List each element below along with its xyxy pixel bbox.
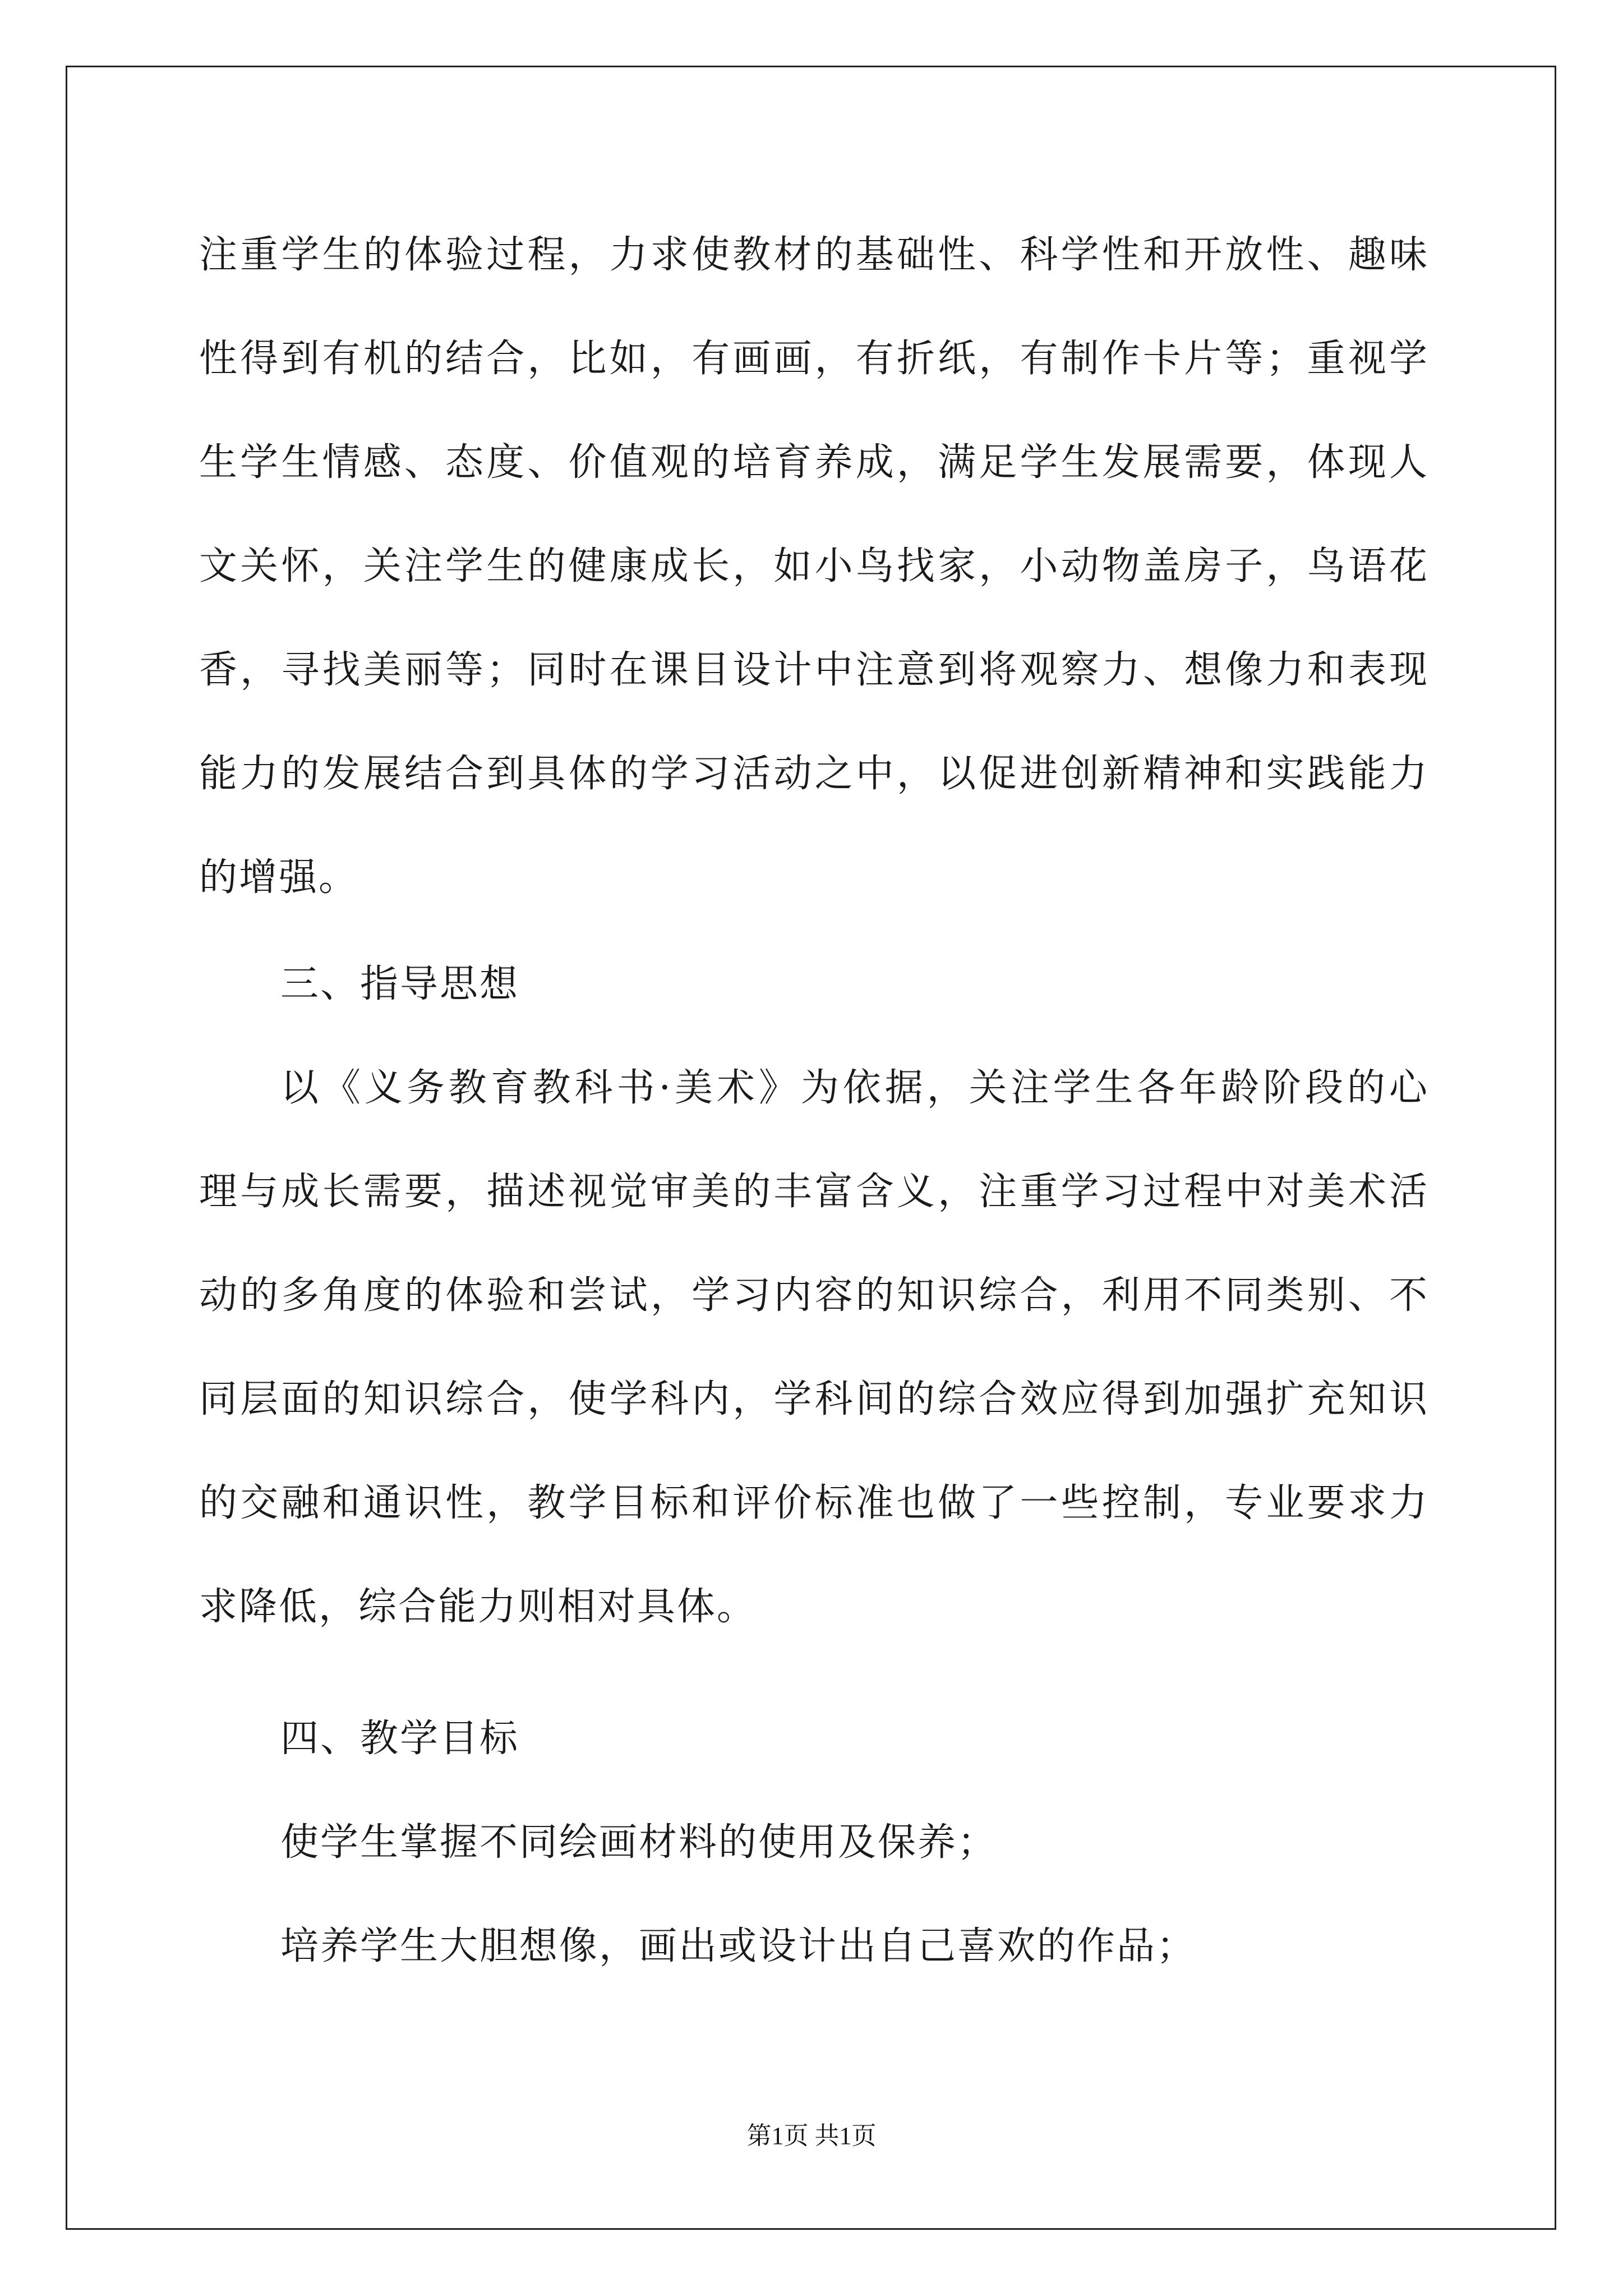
paragraph-2-line-2: 理与成长需要，描述视觉审美的丰富含义，注重学习过程中对美术活 bbox=[199, 1170, 1427, 1214]
paragraph-2-line-4: 同层面的知识综合，使学科内，学科间的综合效应得到加强扩充知识 bbox=[199, 1377, 1427, 1421]
paragraph-2-line-5: 的交融和通识性，教学目标和评价标准也做了一些控制，专业要求力 bbox=[199, 1481, 1427, 1525]
page-border bbox=[66, 66, 1556, 2230]
section-heading-guiding-ideology: 三、指导思想 bbox=[280, 962, 520, 1006]
paragraph-1-line-4: 文关怀，关注学生的健康成长，如小鸟找家，小动物盖房子，鸟语花 bbox=[199, 544, 1427, 588]
paragraph-1-line-1: 注重学生的体验过程，力求使教材的基础性、科学性和开放性、趣味 bbox=[199, 233, 1427, 277]
paragraph-1-line-5: 香，寻找美丽等；同时在课目设计中注意到将观察力、想像力和表现 bbox=[199, 648, 1427, 692]
paragraph-2-line-3: 动的多角度的体验和尝试，学习内容的知识综合，利用不同类别、不 bbox=[199, 1273, 1427, 1318]
goal-item-1: 使学生掌握不同绘画材料的使用及保养； bbox=[280, 1820, 998, 1865]
paragraph-1-line-6: 能力的发展结合到具体的学习活动之中，以促进创新精神和实践能力 bbox=[199, 752, 1427, 796]
page-number-footer: 第1页 共1页 bbox=[746, 2122, 877, 2150]
paragraph-2-line-6: 求降低，综合能力则相对具体。 bbox=[199, 1585, 757, 1629]
paragraph-1-line-7: 的增强。 bbox=[199, 855, 359, 900]
paragraph-1-line-3: 生学生情感、态度、价值观的培育养成，满足学生发展需要，体现人 bbox=[199, 440, 1427, 485]
paragraph-1-line-2: 性得到有机的结合，比如，有画画，有折纸，有制作卡片等；重视学 bbox=[199, 337, 1427, 381]
section-heading-teaching-goals: 四、教学目标 bbox=[280, 1717, 520, 1761]
paragraph-2-line-1: 以《义务教育教科书·美术》为依据，关注学生各年龄阶段的心 bbox=[280, 1066, 1427, 1110]
goal-item-2: 培养学生大胆想像，画出或设计出自己喜欢的作品； bbox=[280, 1924, 1197, 1968]
